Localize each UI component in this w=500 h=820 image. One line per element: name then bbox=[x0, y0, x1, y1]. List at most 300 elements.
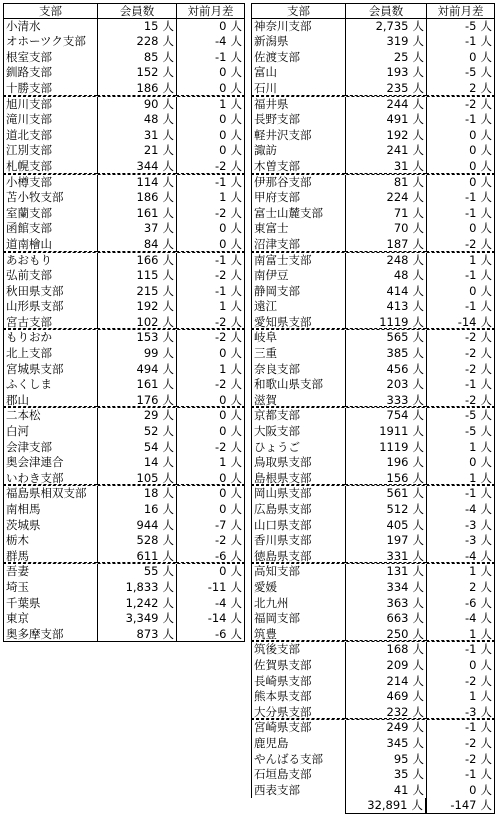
unit-label: 人 bbox=[480, 595, 492, 610]
monthly-diff-value: -2 bbox=[215, 268, 227, 283]
unit-label: 人 bbox=[412, 424, 424, 439]
unit-label: 人 bbox=[412, 49, 424, 64]
member-count bbox=[97, 19, 176, 35]
branch-name: 小清水 bbox=[3, 19, 97, 35]
unit-label: 人 bbox=[230, 548, 242, 563]
unit-label: 人 bbox=[412, 689, 424, 704]
member-count bbox=[345, 658, 426, 674]
monthly-diff-value: -4 bbox=[465, 611, 477, 626]
table-row bbox=[251, 362, 495, 378]
branch-name: 室蘭支部 bbox=[3, 206, 97, 222]
table-row bbox=[3, 440, 245, 456]
monthly-diff bbox=[426, 159, 495, 174]
branch-name: 吾妻 bbox=[3, 564, 97, 580]
table-row bbox=[3, 424, 245, 440]
unit-label: 人 bbox=[480, 455, 492, 470]
monthly-diff bbox=[426, 455, 495, 471]
unit-label: 人 bbox=[162, 314, 174, 329]
unit-label: 人 bbox=[230, 330, 242, 345]
branch-name: 十勝支部 bbox=[3, 81, 97, 96]
member-count bbox=[97, 50, 176, 66]
branch-name: 岐阜 bbox=[251, 330, 345, 346]
branch-name: ひょうご bbox=[251, 440, 345, 456]
total-members bbox=[345, 798, 426, 814]
branch-name: 山形県支部 bbox=[3, 299, 97, 315]
unit-label: 人 bbox=[162, 330, 174, 345]
monthly-diff-value: 0 bbox=[469, 143, 477, 158]
unit-label: 人 bbox=[230, 314, 242, 329]
monthly-diff bbox=[176, 268, 245, 284]
unit-label: 人 bbox=[230, 143, 242, 158]
member-count-value: 186 bbox=[136, 190, 159, 205]
unit-label: 人 bbox=[412, 657, 424, 672]
member-count-value: 3,349 bbox=[125, 611, 159, 626]
monthly-diff bbox=[426, 533, 495, 549]
unit-label: 人 bbox=[412, 330, 424, 345]
table-row bbox=[251, 596, 495, 612]
unit-label: 人 bbox=[230, 502, 242, 516]
member-count bbox=[345, 330, 426, 346]
right-table bbox=[251, 3, 495, 814]
member-count-value: 228 bbox=[136, 34, 159, 49]
monthly-diff-value: -2 bbox=[465, 236, 477, 251]
branch-name: 北上支部 bbox=[3, 346, 97, 362]
monthly-diff bbox=[176, 237, 245, 252]
member-count-value: 414 bbox=[386, 283, 409, 298]
monthly-diff-value: 2 bbox=[469, 579, 477, 594]
monthly-diff bbox=[426, 658, 495, 674]
table-row bbox=[3, 486, 245, 502]
member-count-value: 214 bbox=[386, 673, 409, 688]
table-row bbox=[251, 627, 495, 643]
member-count-value: 334 bbox=[386, 579, 409, 594]
unit-label: 人 bbox=[480, 252, 492, 267]
member-count-value: 85 bbox=[143, 49, 159, 64]
member-count-value: 37 bbox=[143, 221, 159, 236]
monthly-diff-value: -2 bbox=[465, 361, 477, 376]
member-count bbox=[345, 128, 426, 144]
monthly-diff bbox=[176, 128, 245, 144]
table-row bbox=[251, 533, 495, 549]
unit-label: 人 bbox=[230, 346, 242, 361]
monthly-diff bbox=[426, 330, 495, 346]
member-count-value: 244 bbox=[386, 96, 409, 111]
member-count bbox=[345, 642, 426, 658]
branch-name: 筑豊 bbox=[251, 627, 345, 642]
unit-label: 人 bbox=[480, 782, 492, 797]
table-row bbox=[3, 518, 245, 534]
unit-label: 人 bbox=[480, 221, 492, 236]
member-count bbox=[345, 97, 426, 113]
branch-name: 根室支部 bbox=[3, 50, 97, 66]
table-row bbox=[3, 253, 245, 269]
unit-label: 人 bbox=[480, 424, 492, 439]
monthly-diff bbox=[426, 206, 495, 222]
member-count bbox=[345, 393, 426, 408]
branch-name: 東京 bbox=[3, 611, 97, 627]
branch-name: 甲府支部 bbox=[251, 190, 345, 206]
table-row bbox=[251, 315, 495, 331]
unit-label: 人 bbox=[412, 127, 424, 142]
member-count-value: 456 bbox=[386, 361, 409, 376]
member-count-value: 48 bbox=[393, 268, 409, 283]
table-row bbox=[3, 471, 245, 487]
unit-label: 人 bbox=[412, 392, 424, 407]
table-row bbox=[3, 408, 245, 424]
header-row bbox=[3, 3, 245, 19]
member-count-value: 35 bbox=[393, 767, 409, 782]
table-row bbox=[251, 159, 495, 175]
member-count-value: 2,735 bbox=[375, 18, 409, 33]
unit-label: 人 bbox=[230, 517, 242, 532]
unit-label: 人 bbox=[162, 65, 174, 80]
branch-name: 三重 bbox=[251, 346, 345, 362]
table-row bbox=[251, 642, 495, 658]
unit-label: 人 bbox=[162, 143, 174, 158]
monthly-diff-value: -1 bbox=[465, 190, 477, 205]
monthly-diff bbox=[426, 783, 495, 799]
member-count-value: 319 bbox=[386, 34, 409, 49]
member-count bbox=[97, 611, 176, 627]
header-branch: 支部 bbox=[251, 3, 345, 19]
monthly-diff bbox=[176, 81, 245, 96]
unit-label: 人 bbox=[162, 299, 174, 314]
monthly-diff-value: 0 bbox=[219, 470, 227, 485]
member-count bbox=[345, 206, 426, 222]
table-row bbox=[251, 689, 495, 705]
branch-name: 京都支部 bbox=[251, 408, 345, 424]
member-count-value: 31 bbox=[393, 158, 409, 173]
table-row bbox=[3, 268, 245, 284]
unit-label: 人 bbox=[162, 377, 174, 392]
member-count-value: 187 bbox=[386, 236, 409, 251]
unit-label: 人 bbox=[230, 65, 242, 80]
unit-label: 人 bbox=[480, 751, 492, 766]
unit-label: 人 bbox=[412, 517, 424, 532]
table-row bbox=[251, 221, 495, 237]
table-row bbox=[251, 393, 495, 409]
branch-name: 長崎県支部 bbox=[251, 674, 345, 690]
branch-name: 和歌山県支部 bbox=[251, 377, 345, 393]
header-row bbox=[251, 3, 495, 19]
table-row bbox=[251, 97, 495, 113]
unit-label: 人 bbox=[230, 18, 242, 33]
unit-label: 人 bbox=[230, 408, 242, 423]
unit-label: 人 bbox=[480, 174, 492, 189]
monthly-diff bbox=[176, 299, 245, 315]
member-count-value: 156 bbox=[386, 470, 409, 485]
monthly-diff-value: 1 bbox=[219, 96, 227, 111]
member-count-value: 114 bbox=[136, 174, 159, 189]
monthly-diff-value: -2 bbox=[465, 330, 477, 345]
monthly-diff bbox=[426, 549, 495, 564]
member-count bbox=[97, 549, 176, 564]
monthly-diff-value: 0 bbox=[219, 424, 227, 439]
member-count bbox=[97, 159, 176, 174]
member-count-value: 15 bbox=[143, 18, 159, 33]
unit-label: 人 bbox=[480, 377, 492, 392]
table-row bbox=[3, 190, 245, 206]
member-count bbox=[345, 783, 426, 799]
table-row bbox=[251, 65, 495, 81]
unit-label: 人 bbox=[412, 377, 424, 392]
monthly-diff-value: 1 bbox=[469, 470, 477, 485]
member-count bbox=[345, 268, 426, 284]
unit-label: 人 bbox=[480, 361, 492, 376]
monthly-diff-value: 0 bbox=[469, 657, 477, 672]
unit-label: 人 bbox=[162, 112, 174, 127]
table-row bbox=[251, 128, 495, 144]
monthly-diff bbox=[176, 471, 245, 486]
member-count-value: 196 bbox=[386, 455, 409, 470]
unit-label: 人 bbox=[230, 127, 242, 142]
monthly-diff bbox=[426, 674, 495, 690]
member-count bbox=[345, 549, 426, 564]
member-count bbox=[97, 455, 176, 471]
unit-label: 人 bbox=[412, 143, 424, 158]
monthly-diff bbox=[426, 97, 495, 113]
monthly-diff-value: -1 bbox=[465, 205, 477, 220]
unit-label: 人 bbox=[412, 283, 424, 298]
monthly-diff bbox=[176, 50, 245, 66]
unit-label: 人 bbox=[230, 283, 242, 298]
member-count bbox=[97, 518, 176, 534]
monthly-diff-value: 0 bbox=[219, 80, 227, 95]
table-row bbox=[251, 471, 495, 487]
table-row bbox=[3, 564, 245, 580]
monthly-diff bbox=[426, 175, 495, 191]
monthly-diff-value: -3 bbox=[465, 517, 477, 532]
branch-name: 筑後支部 bbox=[251, 642, 345, 658]
monthly-diff-value: -1 bbox=[465, 720, 477, 735]
member-count-value: 95 bbox=[393, 751, 409, 766]
table-row bbox=[251, 253, 495, 269]
member-count bbox=[97, 596, 176, 612]
unit-label: 人 bbox=[412, 470, 424, 485]
member-count bbox=[97, 533, 176, 549]
branch-name: 福岡支部 bbox=[251, 611, 345, 627]
unit-label: 人 bbox=[480, 299, 492, 314]
table-row bbox=[3, 50, 245, 66]
member-count-value: 99 bbox=[143, 346, 159, 361]
member-count bbox=[345, 19, 426, 35]
branch-name: 鳥取県支部 bbox=[251, 455, 345, 471]
unit-label: 人 bbox=[412, 704, 424, 719]
member-count bbox=[345, 175, 426, 191]
monthly-diff bbox=[176, 564, 245, 580]
monthly-diff bbox=[176, 112, 245, 128]
unit-label: 人 bbox=[480, 767, 492, 782]
branch-name: 伊那谷支部 bbox=[251, 175, 345, 191]
branch-name: 千葉県 bbox=[3, 596, 97, 612]
unit-label: 人 bbox=[162, 346, 174, 361]
monthly-diff-value: -7 bbox=[215, 517, 227, 532]
unit-label: 人 bbox=[412, 502, 424, 516]
table-row bbox=[3, 393, 245, 409]
member-count bbox=[97, 377, 176, 393]
table-row bbox=[251, 346, 495, 362]
monthly-diff-value: 1 bbox=[469, 689, 477, 704]
member-count-value: 176 bbox=[136, 392, 159, 407]
unit-label: 人 bbox=[230, 80, 242, 95]
unit-label: 人 bbox=[162, 595, 174, 610]
table-row bbox=[3, 19, 245, 35]
member-count-value: 29 bbox=[143, 408, 159, 423]
table-row bbox=[3, 175, 245, 191]
monthly-diff-value: -14 bbox=[457, 314, 477, 329]
monthly-diff-value: -1 bbox=[465, 112, 477, 127]
monthly-diff-value: -4 bbox=[215, 34, 227, 49]
table-row bbox=[251, 564, 495, 580]
monthly-diff-value: 0 bbox=[469, 174, 477, 189]
monthly-diff bbox=[426, 596, 495, 612]
monthly-diff-value: 0 bbox=[469, 782, 477, 797]
member-count bbox=[345, 611, 426, 627]
unit-label: 人 bbox=[480, 673, 492, 688]
branch-name: 木曽支部 bbox=[251, 159, 345, 174]
unit-label: 人 bbox=[162, 611, 174, 626]
table-row bbox=[3, 284, 245, 300]
branch-name: 茨城県 bbox=[3, 518, 97, 534]
branch-name: 北九州 bbox=[251, 596, 345, 612]
table-row bbox=[3, 580, 245, 596]
member-count bbox=[345, 736, 426, 752]
unit-label: 人 bbox=[412, 252, 424, 267]
table-row bbox=[3, 143, 245, 159]
unit-label: 人 bbox=[230, 49, 242, 64]
monthly-diff bbox=[176, 440, 245, 456]
monthly-diff bbox=[426, 362, 495, 378]
monthly-diff-value: 0 bbox=[219, 564, 227, 579]
member-count-value: 413 bbox=[386, 299, 409, 314]
member-count-value: 16 bbox=[143, 502, 159, 516]
left-table bbox=[3, 3, 245, 642]
monthly-diff-value: 0 bbox=[219, 65, 227, 80]
monthly-diff bbox=[426, 689, 495, 705]
monthly-diff bbox=[176, 65, 245, 81]
unit-label: 人 bbox=[480, 96, 492, 111]
monthly-diff-value: -5 bbox=[465, 18, 477, 33]
unit-label: 人 bbox=[162, 626, 174, 641]
member-count-value: 344 bbox=[136, 158, 159, 173]
monthly-diff bbox=[426, 752, 495, 768]
branch-name: 岡山県支部 bbox=[251, 486, 345, 502]
monthly-diff-value: 1 bbox=[469, 439, 477, 454]
unit-label: 人 bbox=[162, 96, 174, 111]
monthly-diff bbox=[426, 81, 495, 96]
monthly-diff-value: 0 bbox=[469, 455, 477, 470]
monthly-diff-value: -1 bbox=[465, 642, 477, 657]
branch-name: 福井県 bbox=[251, 97, 345, 113]
table-row bbox=[251, 783, 495, 799]
table-row bbox=[3, 221, 245, 237]
table-row bbox=[251, 486, 495, 502]
monthly-diff-value: -1 bbox=[465, 34, 477, 49]
unit-label: 人 bbox=[230, 158, 242, 173]
unit-label: 人 bbox=[230, 268, 242, 283]
monthly-diff bbox=[176, 175, 245, 191]
unit-label: 人 bbox=[412, 18, 424, 33]
unit-label: 人 bbox=[412, 782, 424, 797]
unit-label: 人 bbox=[412, 673, 424, 688]
member-count-value: 131 bbox=[386, 564, 409, 579]
member-count bbox=[97, 315, 176, 330]
member-count-value: 235 bbox=[386, 80, 409, 95]
unit-label: 人 bbox=[480, 798, 492, 813]
unit-label: 人 bbox=[480, 314, 492, 329]
table-row bbox=[251, 377, 495, 393]
unit-label: 人 bbox=[412, 626, 424, 641]
member-count-value: 55 bbox=[143, 564, 159, 579]
monthly-diff bbox=[176, 408, 245, 424]
monthly-diff-value: -2 bbox=[215, 439, 227, 454]
member-count-value: 81 bbox=[393, 174, 409, 189]
unit-label: 人 bbox=[162, 18, 174, 33]
member-count-value: 14 bbox=[143, 455, 159, 470]
monthly-diff bbox=[176, 34, 245, 50]
total-members-value: 32,891 bbox=[367, 798, 408, 813]
monthly-diff-value: -3 bbox=[465, 533, 477, 548]
unit-label: 人 bbox=[480, 735, 492, 750]
member-count bbox=[345, 34, 426, 50]
unit-label: 人 bbox=[480, 470, 492, 485]
branch-name: 東富士 bbox=[251, 221, 345, 237]
branch-name: 奥会津連合 bbox=[3, 455, 97, 471]
monthly-diff bbox=[176, 377, 245, 393]
monthly-diff bbox=[176, 424, 245, 440]
monthly-diff-value: -2 bbox=[465, 751, 477, 766]
branch-name: 愛知県支部 bbox=[251, 315, 345, 330]
monthly-diff-value: -3 bbox=[465, 704, 477, 719]
monthly-diff bbox=[176, 97, 245, 113]
unit-label: 人 bbox=[480, 268, 492, 283]
table-row bbox=[251, 190, 495, 206]
unit-label: 人 bbox=[480, 689, 492, 704]
unit-label: 人 bbox=[230, 174, 242, 189]
member-count bbox=[345, 50, 426, 66]
monthly-diff bbox=[426, 34, 495, 50]
table-row bbox=[251, 112, 495, 128]
monthly-diff bbox=[426, 19, 495, 35]
monthly-diff-value: -1 bbox=[465, 486, 477, 501]
branch-name: 福島県相双支部 bbox=[3, 486, 97, 502]
branch-name: 宮崎県支部 bbox=[251, 720, 345, 736]
table-row bbox=[251, 268, 495, 284]
monthly-diff-value: -1 bbox=[215, 174, 227, 189]
branch-name: 滋賀 bbox=[251, 393, 345, 408]
table-row bbox=[251, 330, 495, 346]
member-count-value: 1119 bbox=[379, 439, 409, 454]
monthly-diff bbox=[176, 455, 245, 471]
monthly-diff bbox=[426, 377, 495, 393]
monthly-diff-value: 0 bbox=[219, 346, 227, 361]
unit-label: 人 bbox=[480, 112, 492, 127]
branch-name: 白河 bbox=[3, 424, 97, 440]
member-count-value: 25 bbox=[393, 49, 409, 64]
member-count bbox=[345, 627, 426, 642]
monthly-diff bbox=[426, 190, 495, 206]
member-count bbox=[97, 221, 176, 237]
unit-label: 人 bbox=[480, 579, 492, 594]
branch-name: 郡山 bbox=[3, 393, 97, 408]
monthly-diff-value: -4 bbox=[465, 502, 477, 516]
unit-label: 人 bbox=[412, 533, 424, 548]
table-row bbox=[3, 237, 245, 253]
table-row bbox=[3, 346, 245, 362]
member-count bbox=[345, 81, 426, 96]
member-count-value: 494 bbox=[136, 361, 159, 376]
branch-name: 徳島県支部 bbox=[251, 549, 345, 564]
